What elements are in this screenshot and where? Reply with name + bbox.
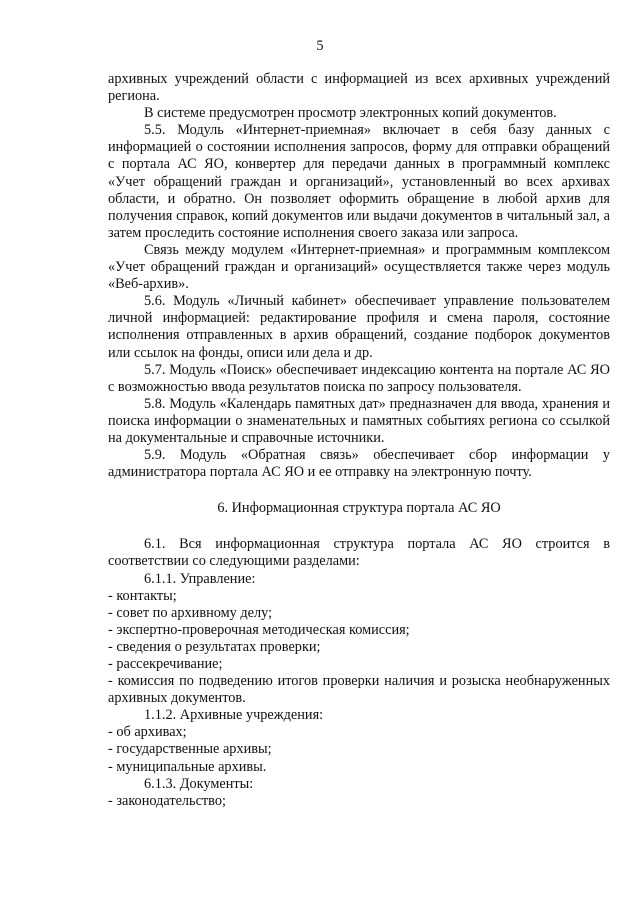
paragraph-6-1-intro: 6.1. Вся информационная структура портала АС ЯО строится в соответствии со следующими разделами:: [108, 536, 610, 570]
document-body: [108, 71, 610, 810]
paragraph-5-7-search: 5.7. Модуль «Поиск» обеспечивает индексацию контента на портале АС ЯО с возможностью ввода результатов поиска по запросу пользователя.: [108, 361, 610, 395]
paragraph-link-web-archive: Связь между модулем «Интернет-приемная» и программным комплексом «Учет обращений граждан и организаций» осуществляется также через модуль «Веб-архив».: [108, 241, 610, 293]
list-item: - совет по архивному делу;: [108, 604, 273, 621]
paragraph-continuation: архивных учреждений области с информацией из всех архивных учреждений региона.: [108, 71, 610, 105]
paragraph-electronic-copies: В системе предусмотрен просмотр электронных копий документов.: [144, 105, 557, 122]
list-item: - законодательство;: [108, 792, 226, 809]
subsection-6-1-3-title: 6.1.3. Документы:: [144, 775, 254, 792]
list-item: - комиссия по подведению итогов проверки наличия и розыска необнаруженных архивных документов.: [108, 673, 610, 707]
list-item: - рассекречивание;: [108, 656, 223, 672]
list-item: - государственные архивы;: [108, 741, 272, 758]
list-item: - сведения о результатах проверки;: [108, 638, 321, 655]
subsection-6-1-1-title: 6.1.1. Управление:: [144, 570, 256, 587]
page-number: 5: [316, 38, 324, 54]
list-item: - экспертно-проверочная методическая комиссия;: [108, 621, 410, 638]
list-item: - муниципальные архивы.: [108, 758, 267, 775]
paragraph-5-6-personal-account: 5.6. Модуль «Личный кабинет» обеспечивает управление пользователем личной информацией: редактирование профиля и смена пароля, состояние исполнения отправленных в архив обращений, создание подборок документов или ссылок на фонды, описи или дела и др.: [108, 293, 610, 361]
paragraph-5-5-internet-reception: 5.5. Модуль «Интернет-приемная» включает в себя базу данных с информацией о состоянии исполнения запросов, форму для отправки обращений с портала АС ЯО, конвертер для передачи данных в программный комплекс «Учет обращений граждан и организаций», установленный во всех архивах области, и обратно. Он позволяет оформить обращение в любой архив для получения справок, копий документов или выдачи документов в читальный зал, а затем проследить состояние исполнения своего заказа или запроса.: [108, 122, 610, 241]
paragraph-5-9-feedback: 5.9. Модуль «Обратная связь» обеспечивает сбор информации у администратора портала АС ЯО и ее отправку на электронную почту.: [108, 447, 610, 481]
subsection-1-1-2-title: 1.1.2. Архивные учреждения:: [144, 707, 324, 724]
paragraph-5-8-calendar: 5.8. Модуль «Календарь памятных дат» предназначен для ввода, хранения и поиска информации о знаменательных и памятных событиях региона со ссылкой на документальные и справочные источники.: [108, 395, 610, 446]
section-6-heading: 6. Информационная структура портала АС ЯО: [217, 500, 501, 517]
list-item: - контакты;: [108, 587, 177, 604]
list-item: - об архивах;: [108, 724, 187, 741]
